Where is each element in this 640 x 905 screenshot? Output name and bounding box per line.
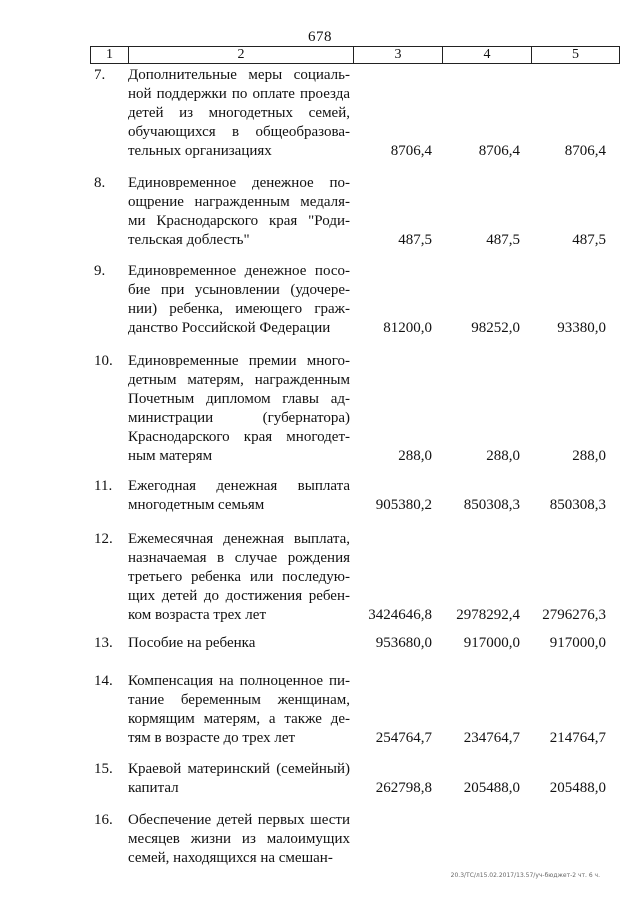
value-col-5: 850308,3 <box>549 497 606 513</box>
description-line: капитал <box>128 780 179 796</box>
value-col-3: 254764,7 <box>375 730 432 746</box>
value-col-4: 487,5 <box>486 232 520 248</box>
description-line: тельных организациях <box>128 143 272 159</box>
value-col-4: 917000,0 <box>463 635 520 651</box>
value-col-4: 288,0 <box>486 448 520 464</box>
description-line: министрации (губернатора) <box>128 410 350 426</box>
description-line: месяцев жизни из малоимущих <box>128 831 350 847</box>
description-line: третьего ребенка или последую- <box>128 569 350 585</box>
row-number: 15. <box>94 761 113 777</box>
value-col-5: 917000,0 <box>549 635 606 651</box>
value-col-5: 93380,0 <box>557 320 606 336</box>
description-line: ком возраста трех лет <box>128 607 266 623</box>
value-col-3: 288,0 <box>398 448 432 464</box>
description-line: Пособие на ребенка <box>128 635 256 651</box>
row-description <box>128 262 350 338</box>
row-description <box>128 477 350 515</box>
column-header-3: 3 <box>353 47 442 63</box>
row-description <box>128 66 350 161</box>
value-col-4: 8706,4 <box>478 143 520 159</box>
column-header-2: 2 <box>128 47 353 63</box>
value-col-5: 2796276,3 <box>542 607 606 623</box>
description-line: кормящим матерям, а также де- <box>128 711 350 727</box>
description-line: Обеспечение детей первых шести <box>128 812 350 828</box>
column-header-1: 1 <box>106 47 113 62</box>
row-number: 13. <box>94 635 113 651</box>
row-number: 14. <box>94 673 113 689</box>
row-number: 8. <box>94 175 106 191</box>
description-line: назначаемая в случае рождения <box>128 550 350 566</box>
description-line: детным матерям, награжденным <box>128 372 350 388</box>
description-line: Единовременное денежное посо- <box>128 263 350 279</box>
row-description <box>128 530 350 625</box>
description-line: тельская доблесть" <box>128 232 250 248</box>
row-number: 10. <box>94 353 113 369</box>
description-line: бие при усыновлении (удочере- <box>128 282 350 298</box>
description-line: многодетным семьям <box>128 497 265 513</box>
description-line: обучающихся в общеобразова- <box>128 124 350 140</box>
row-number: 7. <box>94 67 106 83</box>
value-col-3: 8706,4 <box>390 143 432 159</box>
value-col-5: 288,0 <box>572 448 606 464</box>
row-description <box>128 672 350 748</box>
column-header-5: 5 <box>531 47 619 63</box>
value-col-3: 81200,0 <box>383 320 432 336</box>
description-line: Дополнительные меры социаль- <box>128 67 350 83</box>
description-line: ной поддержки по оплате проезда <box>128 86 350 102</box>
description-line: ми Краснодарского края "Роди- <box>128 213 350 229</box>
description-line: тям в возрасте до трех лет <box>128 730 296 746</box>
value-col-3: 262798,8 <box>375 780 432 796</box>
description-line: данство Российской Федерации <box>128 320 331 336</box>
value-col-4: 205488,0 <box>463 780 520 796</box>
row-number: 16. <box>94 812 113 828</box>
value-col-4: 850308,3 <box>463 497 520 513</box>
column-header-4: 4 <box>442 47 531 63</box>
description-line: Ежемесячная денежная выплата, <box>128 531 350 547</box>
description-line: семей, находящихся на смешан- <box>128 850 333 866</box>
value-col-3: 3424646,8 <box>368 607 432 623</box>
row-number: 12. <box>94 531 113 547</box>
description-line: щих детей до достижения ребен- <box>128 588 350 604</box>
value-col-3: 905380,2 <box>375 497 432 513</box>
row-description <box>128 352 350 466</box>
value-col-5: 487,5 <box>572 232 606 248</box>
value-col-4: 2978292,4 <box>456 607 520 623</box>
value-col-5: 8706,4 <box>564 143 606 159</box>
description-line: Краевой материнский (семейный) <box>128 761 350 777</box>
row-description <box>128 174 350 250</box>
description-line: Ежегодная денежная выплата <box>128 478 350 494</box>
value-col-4: 234764,7 <box>463 730 520 746</box>
description-line: Почетным дипломом главы ад- <box>128 391 350 407</box>
value-col-5: 205488,0 <box>549 780 606 796</box>
row-number: 9. <box>94 263 106 279</box>
description-line: детей из многодетных семей, <box>128 105 350 121</box>
description-line: ощрение награжденным медаля- <box>128 194 350 210</box>
description-line: ным матерям <box>128 448 213 464</box>
column-header-row <box>90 46 620 64</box>
description-line: тание беременным женщинам, <box>128 692 350 708</box>
description-line: Единовременные премии много- <box>128 353 350 369</box>
description-line: Единовременное денежное по- <box>128 175 350 191</box>
row-description <box>128 634 350 653</box>
value-col-5: 214764,7 <box>549 730 606 746</box>
description-line: Компенсация на полноценное пи- <box>128 673 350 689</box>
row-description <box>128 760 350 798</box>
description-line: нии) ребенка, имеющего граж- <box>128 301 350 317</box>
description-line: Краснодарского края многодет- <box>128 429 350 445</box>
value-col-3: 487,5 <box>398 232 432 248</box>
footer-stamp: 20.3/ТС/л15.02.2017/13.57/уч-бюджет-2 чт. 6 ч. <box>450 872 600 879</box>
page-number: 678 <box>308 29 332 45</box>
value-col-3: 953680,0 <box>375 635 432 651</box>
row-number: 11. <box>94 478 113 494</box>
row-description <box>128 811 350 868</box>
value-col-4: 98252,0 <box>471 320 520 336</box>
